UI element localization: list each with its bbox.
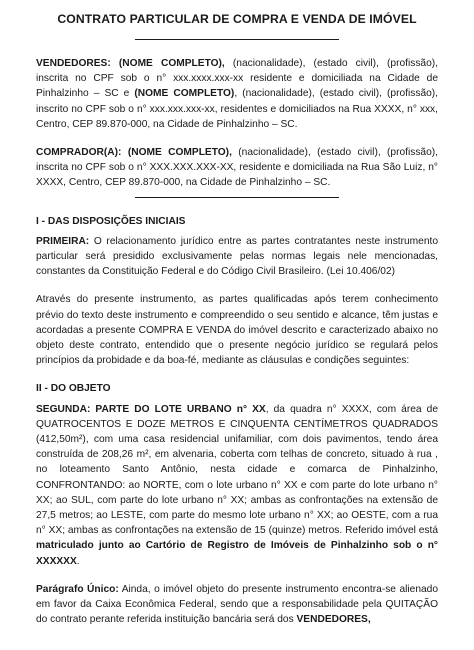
comprador-label: COMPRADOR(A): (NOME COMPLETO),	[36, 147, 232, 159]
document-title: CONTRATO PARTICULAR DE COMPRA E VENDA DE IMÓVEL	[57, 12, 417, 26]
vendedores-label: VENDEDORES:	[36, 58, 111, 69]
vendedores-name1: (NOME COMPLETO),	[118, 58, 225, 69]
section1-heading: I - DAS DISPOSIÇÕES INICIAIS	[36, 215, 186, 227]
paragrafo-unico	[36, 582, 438, 628]
vendedores-text1: (nacionalidade), (estado civil), (profissão), inscrita no CPF sob o n° xxx.xxxx.xxx-xx residente e domiciliada na Cidade de Pinhalzinho – SC e	[36, 58, 438, 100]
segunda-label: SEGUNDA: PARTE DO LOTE URBANO n° XX	[36, 403, 266, 415]
comprador-text: (nacionalidade), (estado civil), (profissão), inscrita no CPF sob o n° XXX.XXX.XXX-XX, residente e domiciliada na Rua São Luiz, n° XXXX, Centro, CEP 89.870-000, na Cidade de Pinhalzinho – SC.	[36, 147, 438, 189]
paragrafo-label: Parágrafo Único:	[36, 583, 119, 595]
primeira-label: PRIMEIRA:	[36, 235, 90, 247]
clause-segunda	[36, 402, 438, 569]
paragrafo-bold-end: VENDEDORES,	[296, 614, 371, 626]
paragrafo-text: Ainda, o imóvel objeto do presente instrumento encontra-se alienado em favor da Caixa Econômica Federal, sendo que a responsabilidade pela QUITAÇÃO do contrato perante referida instituição bancária será dos	[36, 583, 438, 626]
segunda-text: , da quadra n° XXXX, com área de QUATROCENTOS E DOZE METROS E CINQUENTA CENTÍMETROS QUADRADOS (412,50m²), com uma casa residencial unifamiliar, com dois pavimentos, tendo área construída de 208,26 m², em alvenaria, coberta com telhas de concreto, situado à rua , no loteamento Santo Antônio, nesta cidade e comarca de Pinhalzinho, CONFRONTANDO: ao NORTE, com o lote urbano n° XX e com parte do lote urbano n° XX; ao SUL, com parte do lote urbano n° XX; ambas as confrontações na extensão de 27,5 metros; ao LESTE, com parte do mesmo lote urbano n° XX; ao OESTE, com a rua n° XX; ambas as confrontações na extensão de 15 (quinze) metros. Referido imóvel está	[36, 403, 438, 537]
vendedores-text2: , (nacionalidade), (estado civil), (profissão), inscrito no CPF sob o n° xxx.xxx.xxx-xx, residentes e domiciliados na Rua XXXX, n° xxx, Centro, CEP 89.870-000, na Cidade de Pinhalzinho – SC.	[36, 88, 438, 130]
vendedores-name2: (NOME COMPLETO)	[134, 88, 235, 100]
section2-heading: II - DO OBJETO	[36, 383, 111, 395]
primeira-text: O relacionamento jurídico entre as partes contratantes neste instrumento particular será presidido exclusivamente pelas normas legais nele mencionadas, constantes da Constituição Federal e do Código Civil Brasileiro. (Lei 10.406/02)	[36, 235, 438, 278]
clause-primeira	[36, 234, 438, 280]
segunda-registry: matriculado junto ao Cartório de Registro de Imóveis de Pinhalzinho sob o n° XXXXXX	[36, 540, 438, 567]
vendedores-paragraph	[36, 56, 438, 132]
comprador-paragraph	[36, 145, 438, 191]
section1-paragraph2: Através do presente instrumento, as partes qualificadas após terem conhecimento prévio do texto deste instrumento e compreendido o seu sentido e alcance, têm justas e acordadas a presente COMPRA E VENDA do imóvel descrito e caracterizado abaixo no objeto deste contrato, entendido que o presente negócio jurídico se regulará pelos princípios da probidade e da boa-fé, mediante as cláusulas e condições seguintes:	[36, 294, 438, 367]
segunda-end: .	[76, 555, 80, 567]
